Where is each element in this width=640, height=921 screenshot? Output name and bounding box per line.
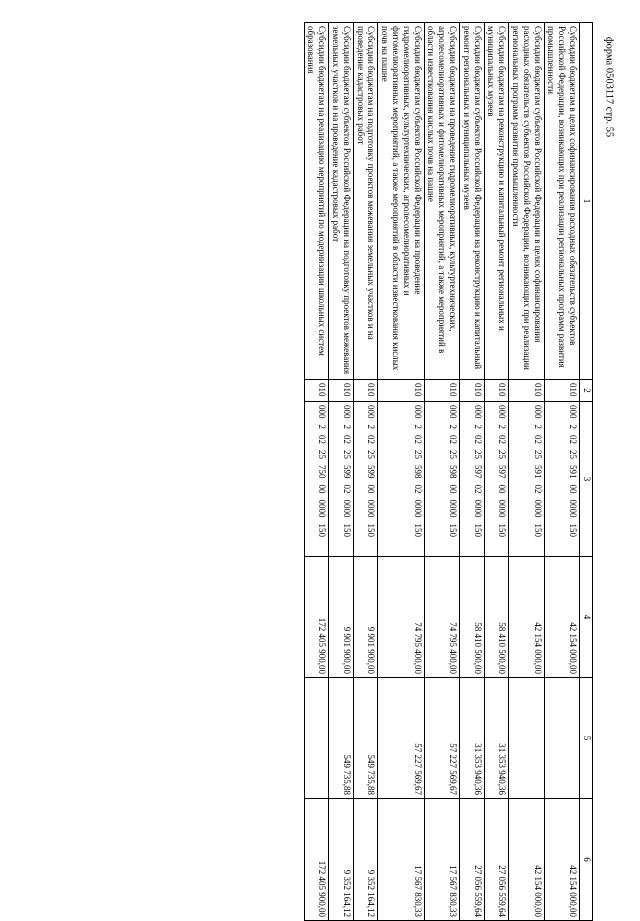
income-code-part: 02	[497, 435, 508, 444]
income-code-part: 0000	[366, 499, 377, 518]
income-code-part: 000	[341, 405, 352, 419]
income-code-part: 000	[317, 405, 328, 419]
row-approved-cell: 9 901 900,00	[329, 557, 354, 678]
income-code-part: 02	[472, 435, 483, 444]
income-code-part: 599	[341, 465, 352, 479]
row-approved-cell: 42 154 000,00	[544, 557, 579, 678]
income-code-part: 0000	[448, 499, 459, 518]
income-code-part: 591	[568, 465, 578, 479]
income-code	[316, 405, 327, 553]
income-code-part: 150	[341, 523, 352, 537]
row-name-cell: Субсидии бюджетам субъектов Российской Федерации на подготовку проектов межевания земельных участков и на проведение кадастровых работ	[329, 23, 354, 380]
row-income-code-cell	[424, 402, 459, 557]
row-approved-cell: 42 154 000,00	[509, 557, 544, 678]
row-line-code-cell: 010	[544, 380, 579, 402]
income-code-part: 2	[317, 424, 328, 429]
income-code-part: 0000	[568, 499, 578, 518]
income-code-part: 0000	[472, 499, 483, 518]
row-income-code-cell	[460, 402, 485, 557]
income-code-part: 25	[497, 450, 508, 459]
income-code-part: 02	[412, 484, 423, 494]
report-table-rotated	[63, 22, 593, 917]
income-code-part: 598	[448, 465, 459, 479]
col-header-5: 5	[580, 678, 593, 799]
col-header-3: 3	[580, 402, 593, 557]
income-code-part: 02	[532, 435, 543, 444]
row-income-code-cell	[304, 402, 329, 557]
income-code-part: 02	[341, 484, 352, 494]
income-code-part: 00	[317, 484, 328, 494]
income-code-part: 25	[532, 450, 543, 459]
col-header-1: 1	[580, 23, 593, 380]
row-name-cell: Субсидии бюджетам на подготовку проектов межевания земельных участков и на проведение кадастровых работ	[353, 23, 378, 380]
income-code-part: 02	[341, 435, 352, 444]
row-income-code-cell	[378, 402, 424, 557]
income-code-part: 0000	[497, 499, 508, 518]
row-name-cell: Субсидии бюджетам субъектов Российской Федерации на реконструкцию и капитальный ремонт региональных и муниципальных музеев	[460, 23, 485, 380]
table-row	[304, 23, 329, 921]
income-code-part: 00	[448, 484, 459, 494]
row-line-code-cell: 010	[329, 380, 354, 402]
income-code-part: 2	[497, 424, 508, 429]
row-unexecuted-cell: 27 056 559,64	[460, 799, 485, 921]
income-code-part: 2	[341, 424, 352, 429]
income-code-part: 150	[412, 523, 423, 537]
row-line-code-cell: 010	[378, 380, 424, 402]
row-executed-cell: 549 735,88	[329, 678, 354, 799]
income-code-part: 2	[472, 424, 483, 429]
income-code-part: 0000	[317, 499, 328, 518]
income-code-part: 000	[472, 405, 483, 419]
table-row	[460, 23, 485, 921]
income-code-part: 150	[317, 523, 328, 537]
row-executed-cell: 31 353 940,36	[484, 678, 509, 799]
income-code-part: 02	[317, 435, 328, 444]
income-code	[496, 405, 507, 553]
income-code-part: 02	[448, 435, 459, 444]
income-code-part: 02	[532, 484, 543, 494]
col-header-2: 2	[580, 380, 593, 402]
income-code-part: 000	[568, 405, 578, 419]
table-row	[484, 23, 509, 921]
income-code-part: 25	[448, 450, 459, 459]
income-code-part: 2	[366, 424, 377, 429]
income-code-part: 2	[568, 424, 578, 429]
income-code	[567, 405, 578, 553]
form-label	[599, 22, 619, 152]
income-code-part: 599	[366, 465, 377, 479]
income-code-part: 25	[317, 450, 328, 459]
income-code-part: 02	[412, 435, 423, 444]
table-row	[544, 23, 579, 921]
income-code-part: 02	[568, 435, 578, 444]
row-line-code-cell: 010	[509, 380, 544, 402]
row-unexecuted-cell: 17 567 830,33	[378, 799, 424, 921]
row-name-cell: Субсидии бюджетам в целях софинансирования расходных обязательств субъектов Российской Федерации, возникающих при реализации региональных программ развития промышленности	[544, 23, 579, 380]
row-income-code-cell	[353, 402, 378, 557]
row-executed-cell: 57 227 569,67	[424, 678, 459, 799]
income-code-part: 750	[317, 465, 328, 479]
income-code-part: 02	[472, 484, 483, 494]
row-line-code-cell: 010	[460, 380, 485, 402]
row-name-cell: Субсидии бюджетам субъектов Российской Федерации на проведение гидромелиоративных, культуртехнических, агролесомелиоративных и фитомелиоративных мероприятий, а также мероприятий в области известкования кислых почв на пашне	[378, 23, 424, 380]
report-table-container	[63, 22, 593, 917]
income-code-part: 25	[366, 450, 377, 459]
row-line-code-cell: 010	[304, 380, 329, 402]
income-code-part: 598	[412, 465, 423, 479]
income-code-part: 25	[412, 450, 423, 459]
income-code-part: 2	[412, 424, 423, 429]
table-row	[329, 23, 354, 921]
row-approved-cell: 58 410 500,00	[484, 557, 509, 678]
income-code-part: 2	[532, 424, 543, 429]
income-code-part: 597	[472, 465, 483, 479]
form-label-text: форма 0503117 стр. 55	[603, 36, 615, 138]
row-unexecuted-cell: 9 352 164,12	[329, 799, 354, 921]
row-income-code-cell	[484, 402, 509, 557]
table-row	[424, 23, 459, 921]
row-line-code-cell: 010	[484, 380, 509, 402]
row-name-cell: Субсидии бюджетам на проведение гидромелиоративных, культуртехнических, агролесомелиоративных и фитомелиоративных мероприятий, а также мероприятий в области известкования кислых почв на пашне	[424, 23, 459, 380]
income-code	[472, 405, 483, 553]
row-unexecuted-cell: 172 405 900,00	[304, 799, 329, 921]
row-income-code-cell	[329, 402, 354, 557]
income-code-part: 597	[497, 465, 508, 479]
row-unexecuted-cell: 17 567 830,33	[424, 799, 459, 921]
row-approved-cell: 9 901 900,00	[353, 557, 378, 678]
row-unexecuted-cell: 42 154 000,00	[544, 799, 579, 921]
row-approved-cell: 74 795 400,00	[378, 557, 424, 678]
row-executed-cell	[544, 678, 579, 799]
row-name-cell: Субсидии бюджетам на реконструкцию и капитальный ремонт региональных и муниципальных музеев	[484, 23, 509, 380]
income-code-part: 150	[568, 523, 578, 537]
income-code	[412, 405, 423, 553]
income-code-part: 000	[532, 405, 543, 419]
row-line-code-cell: 010	[353, 380, 378, 402]
income-code-part: 591	[532, 465, 543, 479]
table-row	[509, 23, 544, 921]
table-body	[304, 23, 579, 921]
income-code-part: 150	[497, 523, 508, 537]
income-code-part: 2	[448, 424, 459, 429]
row-executed-cell: 31 353 940,36	[460, 678, 485, 799]
header-row	[580, 23, 593, 921]
table-row	[353, 23, 378, 921]
row-approved-cell: 172 405 900,00	[304, 557, 329, 678]
income-code-part: 00	[497, 484, 508, 494]
col-header-4: 4	[580, 557, 593, 678]
income-code-part: 25	[568, 450, 578, 459]
row-executed-cell	[304, 678, 329, 799]
row-unexecuted-cell: 9 352 164,12	[353, 799, 378, 921]
income-code-part: 150	[448, 523, 459, 537]
row-approved-cell: 58 410 500,00	[460, 557, 485, 678]
row-executed-cell	[509, 678, 544, 799]
row-name-cell: Субсидии бюджетам на реализацию мероприятий по модернизации школьных систем образования	[304, 23, 329, 380]
income-code	[532, 405, 543, 553]
row-income-code-cell	[544, 402, 579, 557]
income-code	[341, 405, 352, 553]
income-code-part: 25	[341, 450, 352, 459]
row-income-code-cell	[509, 402, 544, 557]
row-approved-cell: 74 795 400,00	[424, 557, 459, 678]
row-executed-cell: 57 227 569,67	[378, 678, 424, 799]
income-code-part: 0000	[341, 499, 352, 518]
col-header-6: 6	[580, 799, 593, 921]
income-code	[366, 405, 377, 553]
income-code-part: 0000	[412, 499, 423, 518]
income-code-part: 150	[532, 523, 543, 537]
row-line-code-cell: 010	[424, 380, 459, 402]
row-unexecuted-cell: 27 056 559,64	[484, 799, 509, 921]
report-table	[304, 22, 593, 921]
income-code-part: 00	[568, 484, 578, 494]
income-code-part: 02	[366, 435, 377, 444]
income-code-part: 25	[472, 450, 483, 459]
income-code-part: 000	[366, 405, 377, 419]
row-unexecuted-cell: 42 154 000,00	[509, 799, 544, 921]
income-code	[447, 405, 458, 553]
row-executed-cell: 549 735,88	[353, 678, 378, 799]
row-name-cell: Субсидии бюджетам субъектов Российской Федерации в целях софинансирования расходных обязательств субъектов Российской Федерации, возникающих при реализации региональных программ развития промышленности	[509, 23, 544, 380]
income-code-part: 000	[497, 405, 508, 419]
income-code-part: 000	[412, 405, 423, 419]
income-code-part: 00	[366, 484, 377, 494]
income-code-part: 150	[366, 523, 377, 537]
income-code-part: 000	[448, 405, 459, 419]
table-row	[378, 23, 424, 921]
income-code-part: 150	[472, 523, 483, 537]
income-code-part: 0000	[532, 499, 543, 518]
